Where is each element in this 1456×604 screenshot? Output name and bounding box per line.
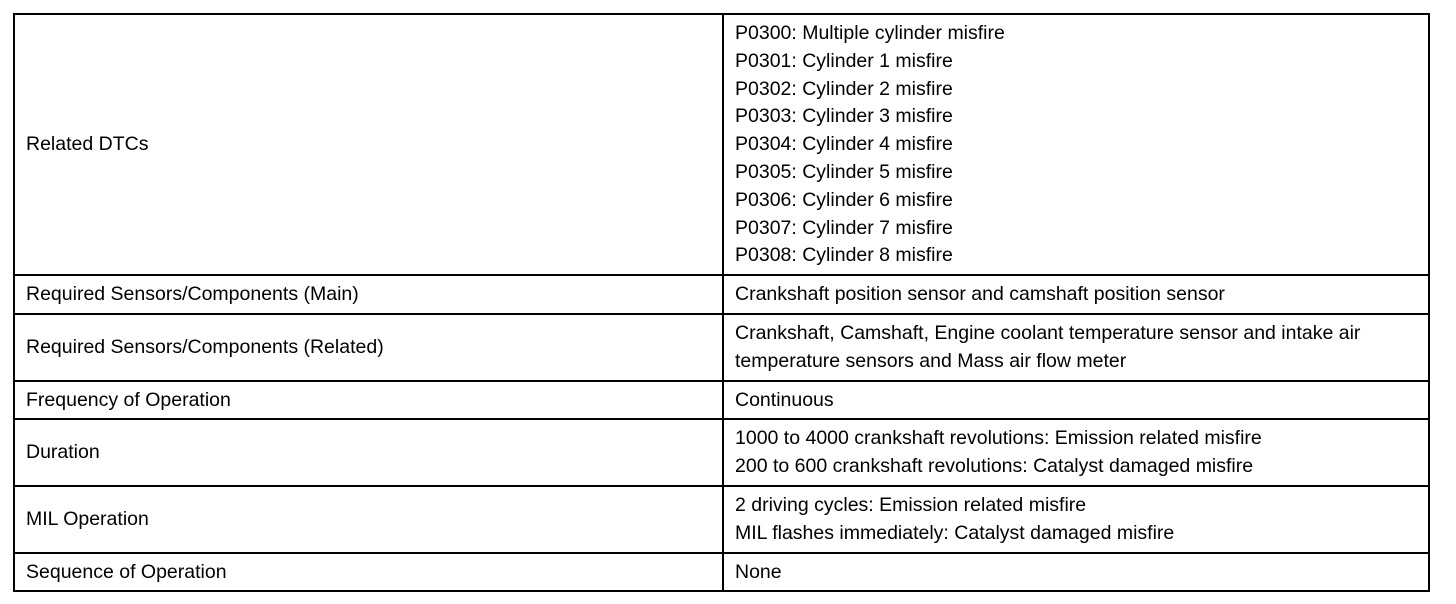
row-value	[723, 381, 1429, 420]
value-line: 1000 to 4000 crankshaft revolutions: Emission related misfire	[735, 427, 1262, 450]
value-line: None	[735, 560, 782, 583]
dtc-item: P0301: Cylinder 1 misfire	[735, 49, 953, 72]
row-value	[723, 275, 1429, 314]
dtc-item: P0302: Cylinder 2 misfire	[735, 77, 953, 100]
value-line: Continuous	[735, 388, 834, 411]
table-row-duration	[14, 419, 1429, 486]
monitor-spec-table	[13, 13, 1430, 592]
row-value	[723, 419, 1429, 486]
table-row-required-sensors-main	[14, 275, 1429, 314]
row-value	[723, 486, 1429, 553]
table-row-related-dtcs	[14, 14, 1429, 275]
row-label: Required Sensors/Components (Related)	[14, 314, 723, 381]
row-label: Duration	[14, 419, 723, 486]
table-row-sequence	[14, 553, 1429, 592]
row-label: Related DTCs	[14, 14, 723, 275]
dtc-item: P0304: Cylinder 4 misfire	[735, 133, 953, 156]
dtc-item: P0300: Multiple cylinder misfire	[735, 22, 1005, 44]
row-label: Sequence of Operation	[14, 553, 723, 592]
dtc-item: P0306: Cylinder 6 misfire	[735, 188, 953, 211]
value-line: Crankshaft, Camshaft, Engine coolant temperature sensor and intake air temperature sensors and Mass air flow meter	[735, 321, 1361, 372]
row-label: Frequency of Operation	[14, 381, 723, 420]
table-row-required-sensors-related	[14, 314, 1429, 381]
dtc-item: P0303: Cylinder 3 misfire	[735, 105, 953, 128]
row-label: Required Sensors/Components (Main)	[14, 275, 723, 314]
row-value	[723, 14, 1429, 275]
value-line: Crankshaft position sensor and camshaft position sensor	[735, 283, 1225, 306]
dtc-item: P0305: Cylinder 5 misfire	[735, 160, 953, 183]
value-line: 2 driving cycles: Emission related misfire	[735, 493, 1087, 516]
value-line: 200 to 600 crankshaft revolutions: Catalyst damaged misfire	[735, 455, 1254, 478]
dtc-item: P0308: Cylinder 8 misfire	[735, 244, 953, 267]
row-value	[723, 314, 1429, 381]
table-row-frequency	[14, 381, 1429, 420]
row-label: MIL Operation	[14, 486, 723, 553]
dtc-item: P0307: Cylinder 7 misfire	[735, 216, 953, 239]
row-value	[723, 553, 1429, 592]
table-row-mil-operation	[14, 486, 1429, 553]
value-line: MIL flashes immediately: Catalyst damaged misfire	[735, 521, 1175, 544]
